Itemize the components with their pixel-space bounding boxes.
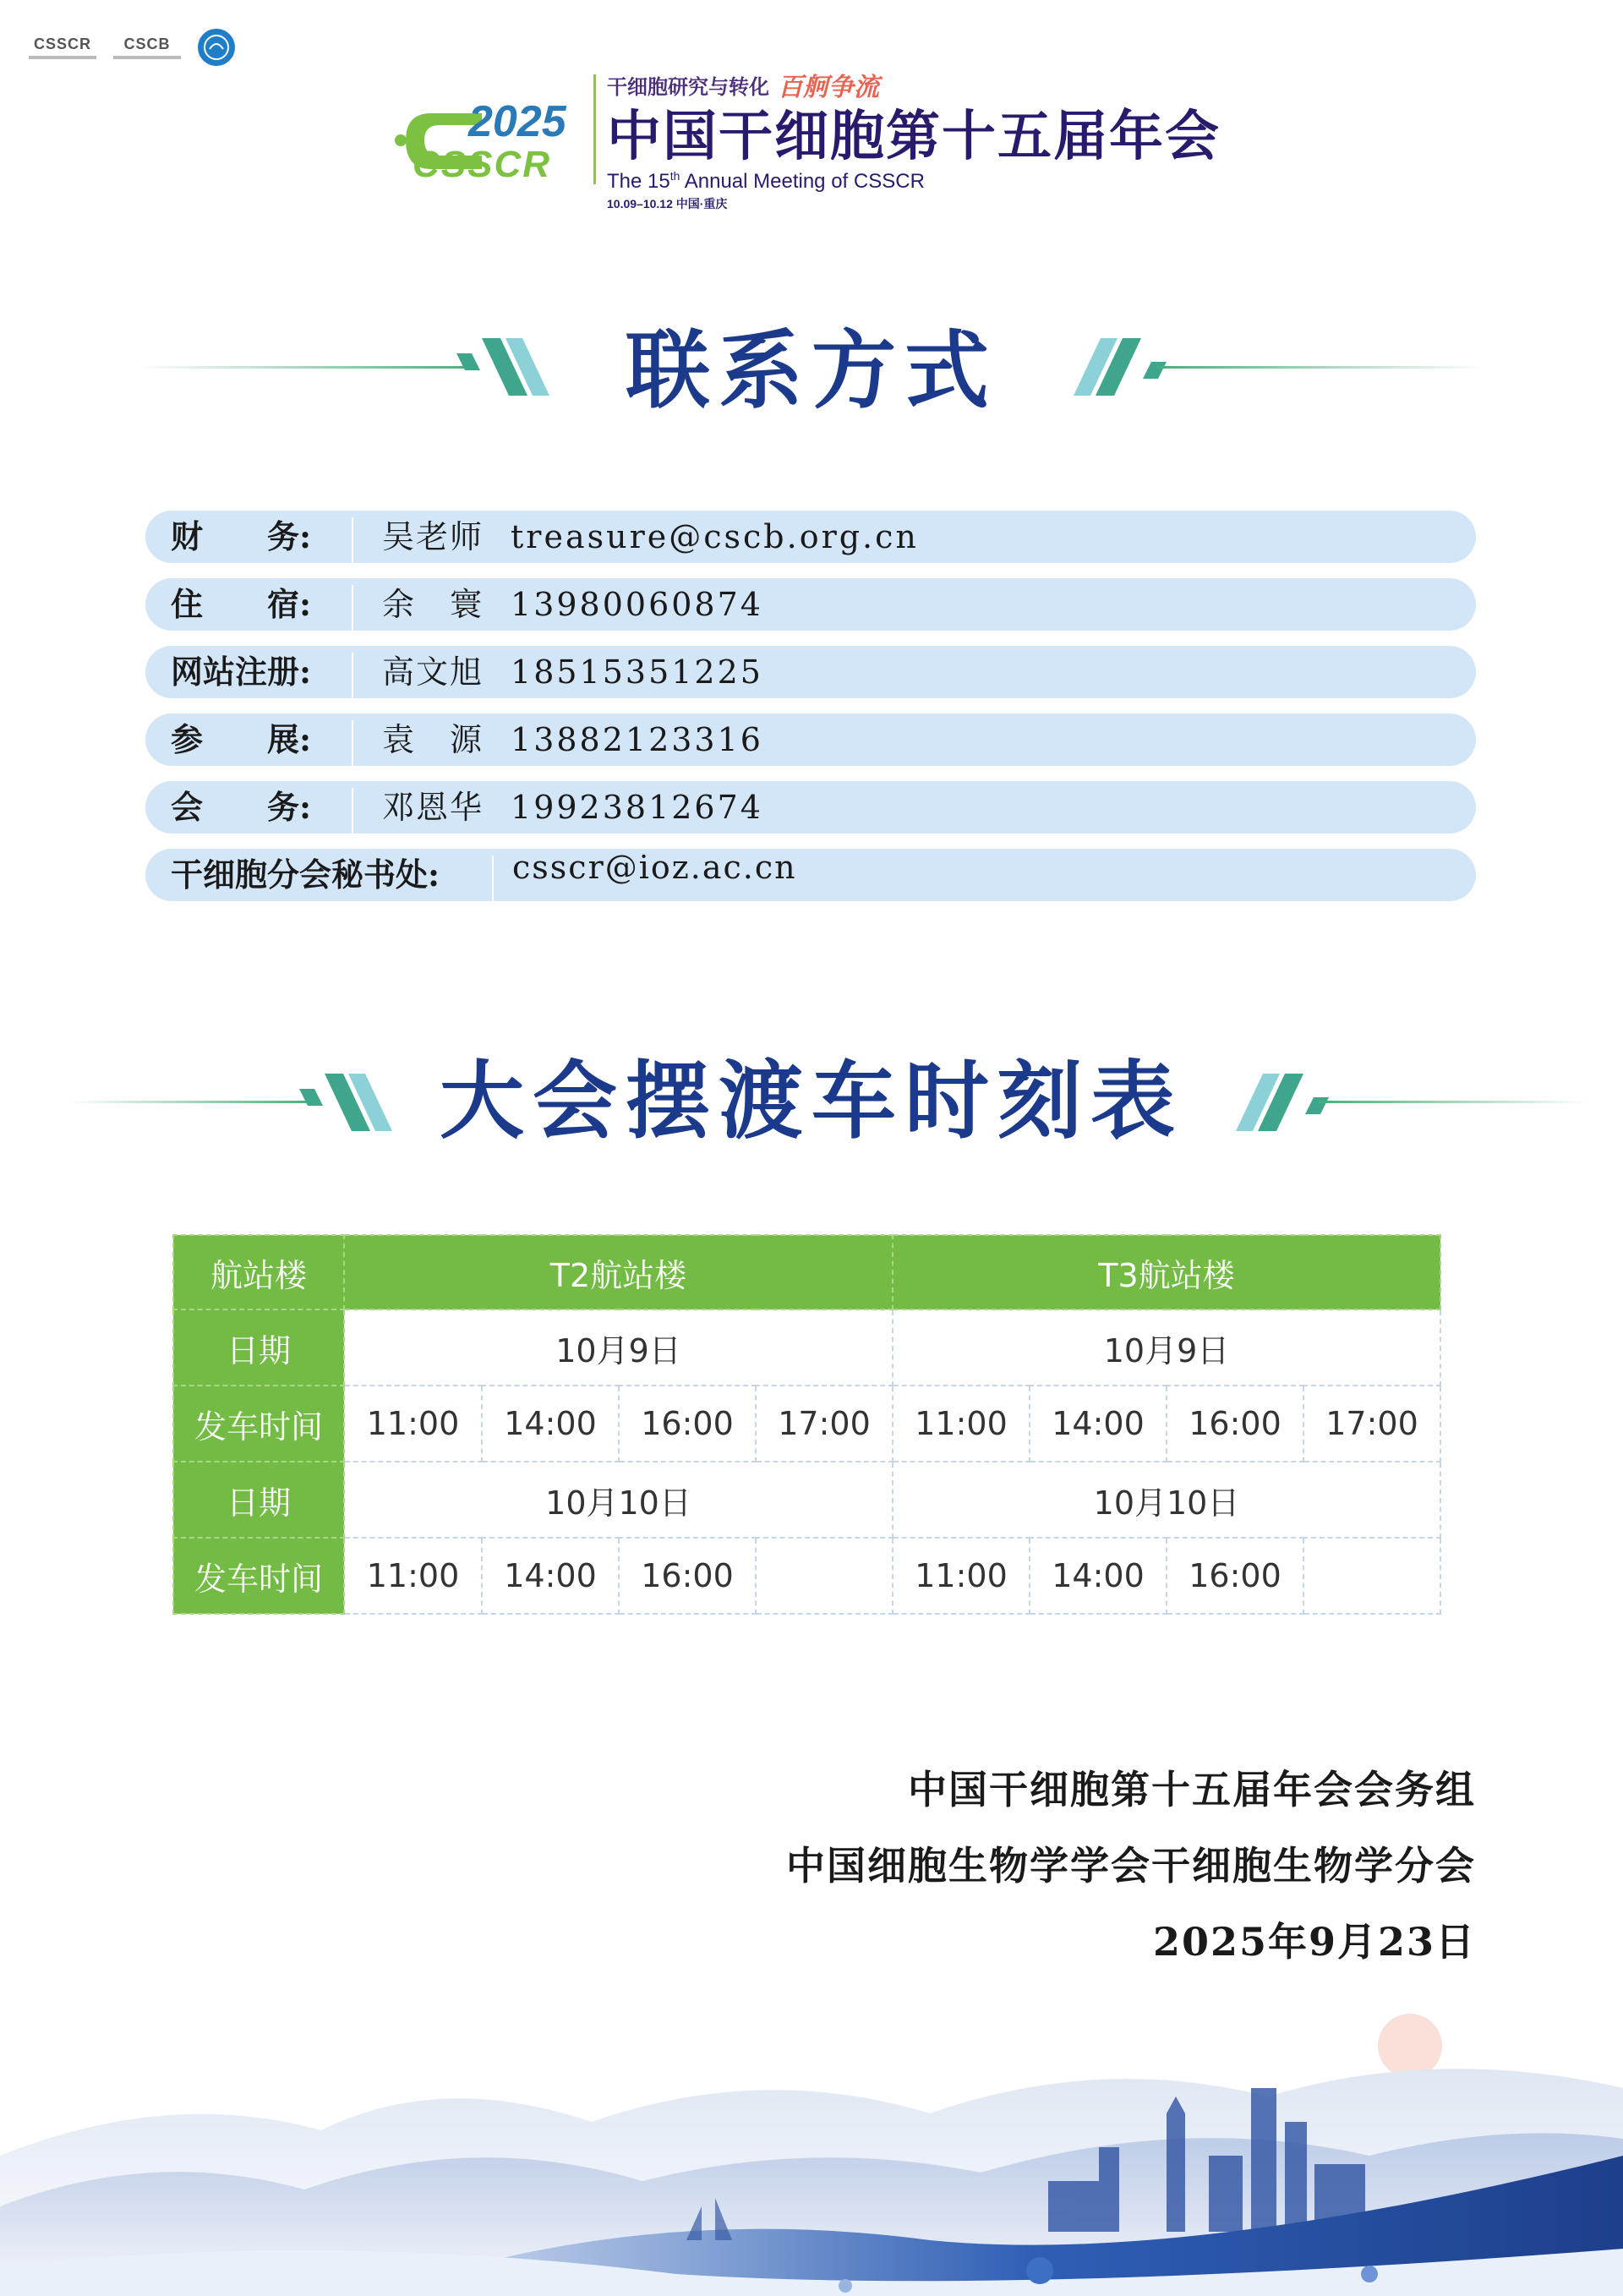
contact-name: 余 寰 xyxy=(382,586,484,623)
contact-label: 会 务: xyxy=(171,788,312,826)
english-title-prefix: The 15 xyxy=(607,170,670,193)
contact-phone[interactable]: 18515351225 xyxy=(511,653,763,691)
sun-icon xyxy=(1378,2014,1442,2078)
contact-phone[interactable]: 13882123316 xyxy=(511,721,763,758)
contact-email[interactable]: csscr@ioz.ac.cn xyxy=(512,849,797,886)
table-row xyxy=(173,1386,1440,1462)
departure-time-cell: 11:00 xyxy=(344,1386,482,1462)
table-row xyxy=(173,1462,1440,1538)
heading-slash-right-icon xyxy=(1236,1072,1329,1131)
contact-title: 联系方式 xyxy=(626,320,997,420)
contact-name: 袁 源 xyxy=(382,721,484,758)
logo-abbr: CSSCR xyxy=(413,144,552,185)
heading-slash-right-icon xyxy=(1074,336,1167,396)
terminal-t2-header: T2航站楼 xyxy=(344,1235,893,1309)
shuttle-heading xyxy=(0,1036,1623,1151)
issue-date: 2025年9月23日 xyxy=(1152,1919,1476,1965)
departure-time-cell: 14:00 xyxy=(482,1386,619,1462)
meeting-subtitle-text: 干细胞研究与转化 xyxy=(607,74,769,99)
terminal-column-header: 航站楼 xyxy=(173,1235,344,1309)
departure-time-cell: 14:00 xyxy=(482,1538,619,1614)
meeting-header xyxy=(380,66,1226,210)
csscr-small-logo-text: CSSCR xyxy=(33,36,91,52)
contact-list xyxy=(145,511,1476,916)
contact-row-finance xyxy=(145,511,1476,563)
contact-row-secretariat xyxy=(145,849,1476,901)
t2-date-cell: 10月9日 xyxy=(344,1309,893,1386)
chongqing-landscape-illustration xyxy=(0,1995,1623,2296)
organizer-society: 中国细胞生物学学会干细胞生物学分会 xyxy=(786,1843,1476,1889)
header-divider xyxy=(593,74,596,184)
shuttle-timetable xyxy=(172,1234,1441,1615)
contact-heading xyxy=(0,304,1623,420)
contact-email[interactable]: treasure@cscb.org.cn xyxy=(511,518,919,555)
contact-name: 吴老师 xyxy=(382,518,484,555)
heading-line-right xyxy=(1158,366,1488,369)
departure-time-cell xyxy=(756,1538,893,1614)
contact-phone[interactable]: 13980060874 xyxy=(511,586,763,623)
departure-time-label: 发车时间 xyxy=(173,1538,344,1614)
society-emblem-icon xyxy=(198,29,235,66)
contact-label: 干细胞分会秘书处: xyxy=(171,856,440,894)
departure-time-cell: 16:00 xyxy=(619,1538,756,1614)
contact-name: 邓恩华 xyxy=(382,789,484,826)
contact-name: 高文旭 xyxy=(382,653,484,691)
meeting-title: 中国干细胞第十五届年会 xyxy=(607,106,1221,168)
departure-time-cell: 17:00 xyxy=(756,1386,893,1462)
departure-time-cell: 16:00 xyxy=(619,1386,756,1462)
partner-logos xyxy=(29,29,235,66)
table-row xyxy=(173,1538,1440,1614)
departure-time-label: 发车时间 xyxy=(173,1386,344,1462)
terminal-t3-header: T3航站楼 xyxy=(893,1235,1440,1309)
departure-time-cell: 11:00 xyxy=(344,1538,482,1614)
meeting-english-title xyxy=(607,169,1221,194)
logo-year: 2025 xyxy=(468,97,566,146)
contact-label: 网站注册: xyxy=(171,653,312,691)
departure-time-cell: 11:00 xyxy=(893,1538,1030,1614)
departure-time-cell: 14:00 xyxy=(1030,1538,1167,1614)
contact-phone[interactable]: 19923812674 xyxy=(511,789,763,826)
contact-row-accommodation xyxy=(145,578,1476,631)
csscr-small-logo xyxy=(29,36,96,59)
t3-date-cell: 10月10日 xyxy=(893,1462,1440,1538)
departure-time-cell: 14:00 xyxy=(1030,1386,1167,1462)
signature-block xyxy=(786,1752,1476,1980)
cscb-small-logo xyxy=(113,36,181,59)
contact-label: 参 展: xyxy=(171,720,312,758)
meeting-slogan: 百舸争流 xyxy=(778,73,879,102)
date-label: 日期 xyxy=(173,1309,344,1386)
t2-date-cell: 10月10日 xyxy=(344,1462,893,1538)
departure-time-cell xyxy=(1303,1538,1440,1614)
contact-label: 住 宿: xyxy=(171,585,312,623)
shuttle-title: 大会摆渡车时刻表 xyxy=(440,1051,1183,1151)
cscb-small-logo-text: CSCB xyxy=(123,36,171,52)
departure-time-cell: 11:00 xyxy=(893,1386,1030,1462)
t3-date-cell: 10月9日 xyxy=(893,1309,1440,1386)
table-header-row xyxy=(173,1235,1440,1309)
departure-time-cell: 17:00 xyxy=(1303,1386,1440,1462)
contact-row-registration xyxy=(145,646,1476,698)
departure-time-cell: 16:00 xyxy=(1167,1386,1303,1462)
meeting-date-place: 10.09–10.12 中国·重庆 xyxy=(607,197,728,210)
table-row xyxy=(173,1309,1440,1386)
date-label: 日期 xyxy=(173,1462,344,1538)
contact-row-conference-affairs xyxy=(145,781,1476,834)
contact-row-exhibition xyxy=(145,713,1476,766)
departure-time-cell: 16:00 xyxy=(1167,1538,1303,1614)
contact-label: 财 务: xyxy=(171,517,312,555)
english-title-suffix: Annual Meeting of CSSCR xyxy=(680,170,925,193)
organizer-committee: 中国干细胞第十五届年会会务组 xyxy=(908,1767,1476,1812)
heading-line-right xyxy=(1319,1101,1589,1103)
meeting-subtitle xyxy=(607,66,1221,103)
english-title-ordinal: th xyxy=(669,169,680,183)
